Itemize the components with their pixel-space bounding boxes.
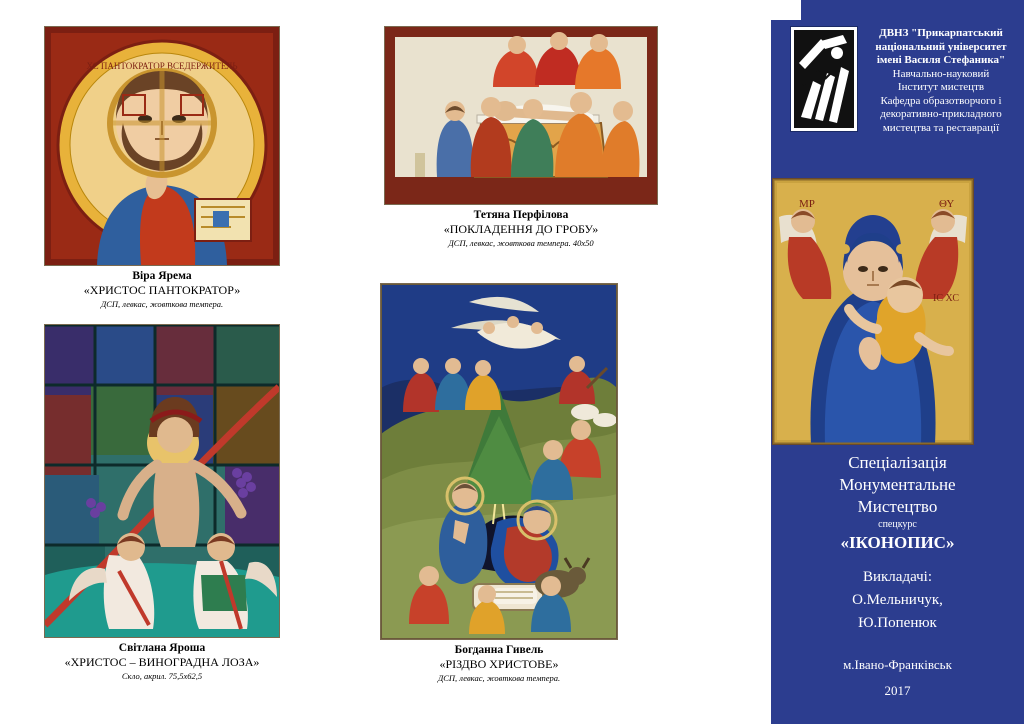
artwork-title: «ХРИСТОС ПАНТОКРАТОР»: [83, 283, 241, 297]
specialization-line-3: Мистецтво: [857, 497, 938, 516]
university-line-7: декоративно-прикладного: [880, 108, 1002, 120]
specialization-course-label: спецкурс: [878, 519, 917, 530]
artwork-card-vine: [44, 324, 280, 682]
artwork-caption-nativity: [380, 643, 618, 684]
artwork-title: «РІЗДВО ХРИСТОВЕ»: [439, 657, 559, 671]
artwork-technique: ДСП, левкас, жовткова темпера.: [100, 299, 224, 309]
artwork-caption-pantokrator: [44, 269, 280, 310]
city-year-block: [771, 652, 1024, 704]
university-line-1: ДВНЗ "Прикарпатський: [879, 27, 1003, 39]
university-line-5: Інститут мистецтв: [897, 81, 985, 93]
svg-text:МР: МР: [799, 198, 815, 210]
artwork-card-pantokrator: [44, 26, 280, 310]
svg-text:ΘΥ: ΘΥ: [939, 198, 955, 210]
svg-text:ІС ХС: ІС ХС: [933, 293, 960, 304]
artwork-author: Віра Ярема: [132, 270, 192, 282]
teachers-heading: Викладачі:: [862, 569, 933, 585]
specialization-course-name: «ІКОНОПИС»: [840, 533, 955, 552]
artwork-title: «ПОКЛАДЕННЯ ДО ГРОБУ»: [443, 222, 599, 236]
artwork-author: Тетяна Перфілова: [473, 209, 569, 221]
icon-christ-true-vine: [44, 324, 280, 638]
teacher-2: Ю.Попенюк: [858, 615, 937, 631]
artwork-title: «ХРИСТОС – ВИНОГРАДНА ЛОЗА»: [64, 655, 260, 669]
icon-christ-pantokrator: [44, 26, 280, 266]
university-name-block: [864, 26, 1018, 135]
artwork-technique: ДСП, левкас, жовткова темпера.: [437, 673, 561, 683]
university-header: [790, 26, 1018, 135]
artwork-technique: Скло, акрил. 75,5х62,5: [121, 671, 203, 681]
artwork-author: Богданна Гивель: [454, 644, 544, 656]
university-line-4: Навчально-науковий: [892, 67, 990, 80]
university-emblem-icon: [790, 26, 858, 132]
panel-corner-notch: [771, 0, 801, 20]
specialization-block: [771, 452, 1024, 555]
specialization-line-1: Спеціалізація: [848, 453, 947, 472]
city-label: м.Івано-Франківськ: [843, 657, 952, 672]
icon-entombment: [384, 26, 658, 205]
year-label: 2017: [884, 683, 911, 698]
artwork-technique: ДСП, левкас, жовткова темпера. 40х50: [448, 238, 594, 248]
teachers-block: [771, 566, 1024, 635]
teacher-1: О.Мельничук,: [852, 592, 943, 608]
icon-nativity: [380, 283, 618, 640]
artwork-card-burial: [384, 26, 658, 249]
artwork-caption-vine: [44, 641, 280, 682]
artwork-author: Світлана Яроша: [118, 642, 206, 654]
icon-mother-of-god: [772, 178, 974, 445]
university-line-6: Кафедра образотворчого і: [880, 94, 1002, 107]
university-line-3: імені Василя Стефаника": [876, 54, 1006, 66]
artwork-caption-burial: [384, 208, 658, 249]
university-line-8: мистецтва та реставрації: [882, 121, 1000, 134]
specialization-line-2: Монументальне: [839, 475, 956, 494]
university-line-2: національний університет: [875, 40, 1007, 53]
artwork-card-nativity: [380, 283, 618, 684]
svg-text:ХС ПАНТОКРАТОР ВСЕДЕРЖИТЕЛЬ: ХС ПАНТОКРАТОР ВСЕДЕРЖИТЕЛЬ: [86, 61, 238, 71]
